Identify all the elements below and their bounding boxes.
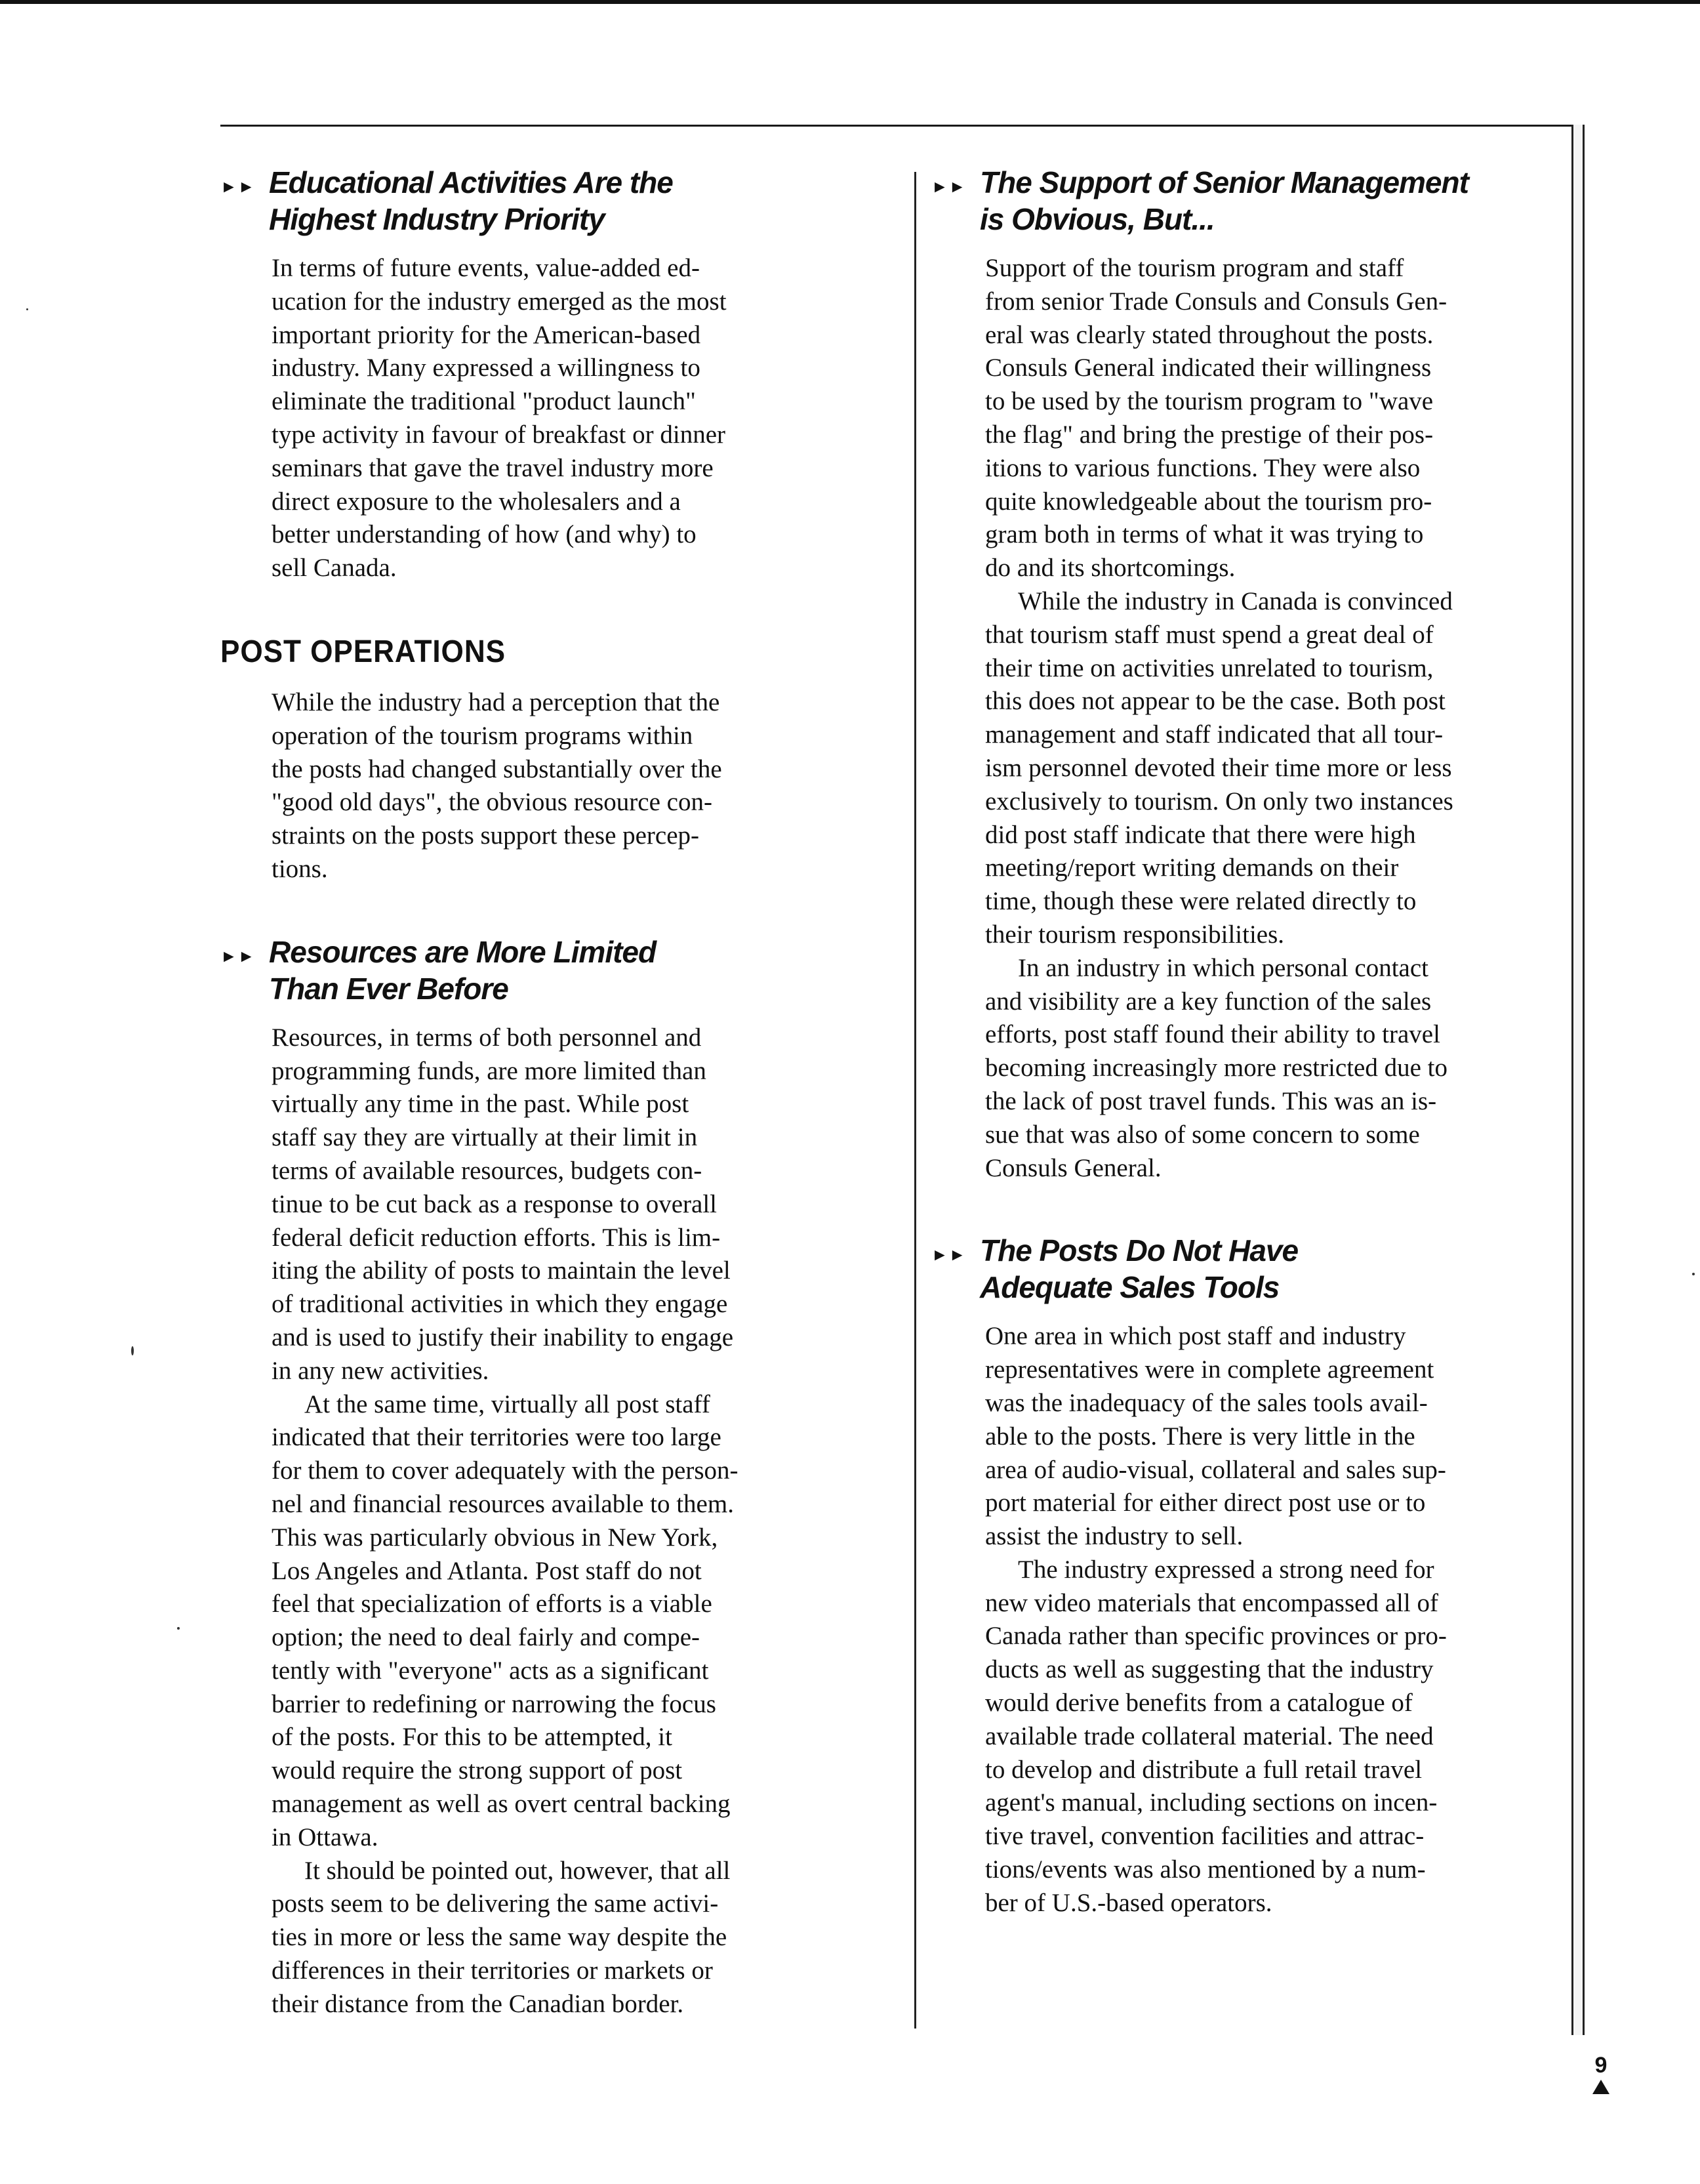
paragraph	[220, 1021, 876, 1388]
text-line: of the posts. For this to be attempted, it	[272, 1723, 672, 1752]
heading-line: The Support of Senior Management	[980, 165, 1468, 199]
text-line: type activity in favour of breakfast or dinner	[272, 420, 726, 449]
heading-line: Adequate Sales Tools	[980, 1270, 1280, 1305]
text-line: In terms of future events, value-added ed-	[272, 254, 700, 282]
text-line: At the same time, virtually all post staff	[304, 1390, 710, 1418]
scan-speck	[26, 308, 28, 310]
text-line: the posts had changed substantially over the	[272, 754, 722, 783]
text-line: of traditional activities in which they engage	[272, 1290, 728, 1319]
text-line: option; the need to deal fairly and compe-	[272, 1623, 700, 1652]
heading-line: The Posts Do Not Have	[980, 1233, 1299, 1268]
text-line: staff say they are virtually at their limit in	[272, 1123, 698, 1152]
scan-speck	[1692, 1273, 1695, 1275]
text-line: better understanding of how (and why) to	[272, 520, 697, 549]
double-arrow-icon: ►►	[931, 1245, 967, 1265]
text-line: This was particularly obvious in New York,	[272, 1523, 718, 1552]
paragraph	[220, 686, 876, 886]
scan-speck	[131, 1346, 134, 1355]
paragraph	[931, 585, 1561, 952]
text-line: area of audio-visual, collateral and sales sup-	[985, 1455, 1446, 1484]
text-line: tions/events was also mentioned by a num-	[985, 1855, 1426, 1884]
text-line: management and staff indicated that all tour-	[985, 720, 1444, 749]
text-line: assist the industry to sell.	[985, 1522, 1244, 1551]
text-line: eral was clearly stated throughout the posts.	[985, 320, 1434, 349]
text-line: Los Angeles and Atlanta. Post staff do not	[272, 1556, 702, 1585]
text-line: ber of U.S.-based operators.	[985, 1888, 1272, 1917]
text-line: It should be pointed out, however, that all	[304, 1856, 731, 1885]
text-line: meeting/report writing demands on their	[985, 854, 1399, 882]
text-line: and visibility are a key function of the sales	[985, 987, 1432, 1016]
left-column	[220, 164, 876, 2021]
text-line: Resources, in terms of both personnel and	[272, 1023, 702, 1052]
page-number: 9	[1594, 2053, 1608, 2078]
paragraph	[220, 1855, 876, 2021]
top-edge	[0, 0, 1700, 4]
text-line: gram both in terms of what it was trying to	[985, 520, 1424, 549]
text-line: would derive benefits from a catalogue of	[985, 1689, 1413, 1718]
text-line: do and its shortcomings.	[985, 554, 1236, 583]
column-divider	[914, 172, 916, 2029]
text-line: "good old days", the obvious resource con-	[272, 788, 712, 817]
text-line: able to the posts. There is very little in the	[985, 1422, 1415, 1451]
text-line: tions.	[272, 854, 328, 883]
paragraph	[220, 252, 876, 585]
text-line: In an industry in which personal contact	[1018, 953, 1428, 982]
text-line: ducts as well as suggesting that the industry	[985, 1655, 1434, 1684]
text-line: important priority for the American-based	[272, 320, 701, 349]
text-line: that tourism staff must spend a great deal of	[985, 620, 1434, 649]
subheading-senior-management-support	[931, 164, 1561, 237]
heading-line: Resources are More Limited	[269, 934, 657, 969]
text-line: would require the strong support of post	[272, 1756, 683, 1785]
text-line: direct exposure to the wholesalers and a	[272, 487, 681, 516]
text-line: their distance from the Canadian border.	[272, 1989, 684, 2018]
text-line: sue that was also of some concern to some	[985, 1120, 1420, 1149]
text-line: quite knowledgeable about the tourism pro-	[985, 487, 1432, 516]
text-line: tently with "everyone" acts as a significant	[272, 1656, 709, 1685]
text-line: straints on the posts support these percep-	[272, 821, 700, 850]
subheading-sales-tools	[931, 1232, 1561, 1306]
text-line: and is used to justify their inability to engage	[272, 1323, 734, 1351]
text-line: Canada rather than specific provinces or pro-	[985, 1622, 1447, 1651]
text-line: virtually any time in the past. While post	[272, 1090, 689, 1119]
double-arrow-icon: ►►	[931, 176, 967, 196]
text-line: efforts, post staff found their ability to travel	[985, 1020, 1440, 1049]
text-line: feel that specialization of efforts is a viable	[272, 1590, 712, 1618]
text-line: tinue to be cut back as a response to overall	[272, 1189, 718, 1218]
heading-line: Than Ever Before	[269, 971, 508, 1006]
heading-line: is Obvious, But...	[980, 202, 1215, 236]
subheading-educational-activities	[220, 164, 876, 237]
text-line: their time on activities unrelated to tourism,	[985, 653, 1434, 682]
heading-line: Highest Industry Priority	[269, 202, 605, 236]
text-line: differences in their territories or markets or	[272, 1956, 713, 1985]
text-line: this does not appear to be the case. Both post	[985, 687, 1446, 716]
text-line: available trade collateral material. The need	[985, 1721, 1434, 1750]
text-line: management as well as overt central backing	[272, 1790, 731, 1819]
text-line: seminars that gave the travel industry more	[272, 453, 714, 482]
text-line: The industry expressed a strong need for	[1018, 1555, 1434, 1584]
text-line: barrier to redefining or narrowing the focus	[272, 1689, 716, 1718]
right-column	[931, 164, 1561, 1920]
text-line: itions to various functions. They were also	[985, 453, 1421, 482]
text-line: exclusively to tourism. On only two instances	[985, 787, 1453, 815]
section-title-post-operations: POST OPERATIONS	[220, 634, 506, 669]
text-line: for them to cover adequately with the person-	[272, 1456, 739, 1485]
margin-bar	[1571, 125, 1585, 2035]
text-line: did post staff indicate that there were high	[985, 820, 1416, 849]
paragraph	[931, 952, 1561, 1185]
text-line: nel and financial resources available to them.	[272, 1489, 734, 1518]
text-line: ism personnel devoted their time more or less	[985, 753, 1452, 782]
text-line: in any new activities.	[272, 1356, 489, 1385]
paragraph	[931, 252, 1561, 585]
text-line: industry. Many expressed a willingness to	[272, 354, 700, 382]
text-line: tive travel, convention facilities and attrac-	[985, 1822, 1425, 1851]
text-line: posts seem to be delivering the same activi-	[272, 1889, 719, 1918]
text-line: in Ottawa.	[272, 1823, 378, 1851]
header-rule	[220, 125, 1585, 127]
text-line: sell Canada.	[272, 554, 397, 583]
text-line: becoming increasingly more restricted due to	[985, 1054, 1448, 1082]
text-line: Support of the tourism program and staff	[985, 254, 1404, 282]
text-line: the flag" and bring the prestige of their pos-	[985, 420, 1434, 449]
text-line: new video materials that encompassed all of	[985, 1588, 1438, 1617]
text-line: While the industry had a perception that the	[272, 688, 720, 716]
text-line: Consuls General indicated their willingness	[985, 354, 1432, 382]
text-line: to develop and distribute a full retail travel	[985, 1755, 1423, 1784]
text-line: ucation for the industry emerged as the most	[272, 287, 727, 316]
text-line: port material for either direct post use or to	[985, 1489, 1426, 1517]
paragraph	[931, 1320, 1561, 1554]
text-line: their tourism responsibilities.	[985, 920, 1285, 949]
text-line: to be used by the tourism program to "wave	[985, 387, 1434, 416]
text-line: terms of available resources, budgets con-	[272, 1156, 702, 1185]
double-arrow-icon: ►►	[220, 176, 256, 196]
text-line: iting the ability of posts to maintain the level	[272, 1256, 731, 1285]
text-line: federal deficit reduction efforts. This is lim-	[272, 1223, 721, 1252]
text-line: One area in which post staff and industry	[985, 1322, 1406, 1351]
text-line: eliminate the traditional "product launch"	[272, 387, 696, 416]
subheading-resources-limited	[220, 934, 876, 1007]
scan-speck	[177, 1627, 180, 1630]
page-marker-triangle-icon	[1592, 2080, 1609, 2094]
text-line: programming funds, are more limited than	[272, 1056, 706, 1085]
text-line: While the industry in Canada is convinced	[1018, 587, 1453, 615]
text-line: operation of the tourism programs within	[272, 721, 693, 750]
text-line: representatives were in complete agreement	[985, 1355, 1434, 1384]
text-line: was the inadequacy of the sales tools avail-	[985, 1388, 1428, 1417]
paragraph	[931, 1554, 1561, 1920]
paragraph	[220, 1388, 876, 1855]
text-line: ties in more or less the same way despite the	[272, 1923, 727, 1952]
text-line: Consuls General.	[985, 1153, 1162, 1182]
text-line: from senior Trade Consuls and Consuls Gen-	[985, 287, 1447, 316]
text-line: the lack of post travel funds. This was an is-	[985, 1086, 1437, 1115]
double-arrow-icon: ►►	[220, 945, 256, 966]
text-line: agent's manual, including sections on incen-	[985, 1788, 1438, 1817]
heading-line: Educational Activities Are the	[269, 165, 673, 199]
text-line: time, though these were related directly to	[985, 887, 1417, 916]
text-line: indicated that their territories were too large	[272, 1423, 721, 1452]
